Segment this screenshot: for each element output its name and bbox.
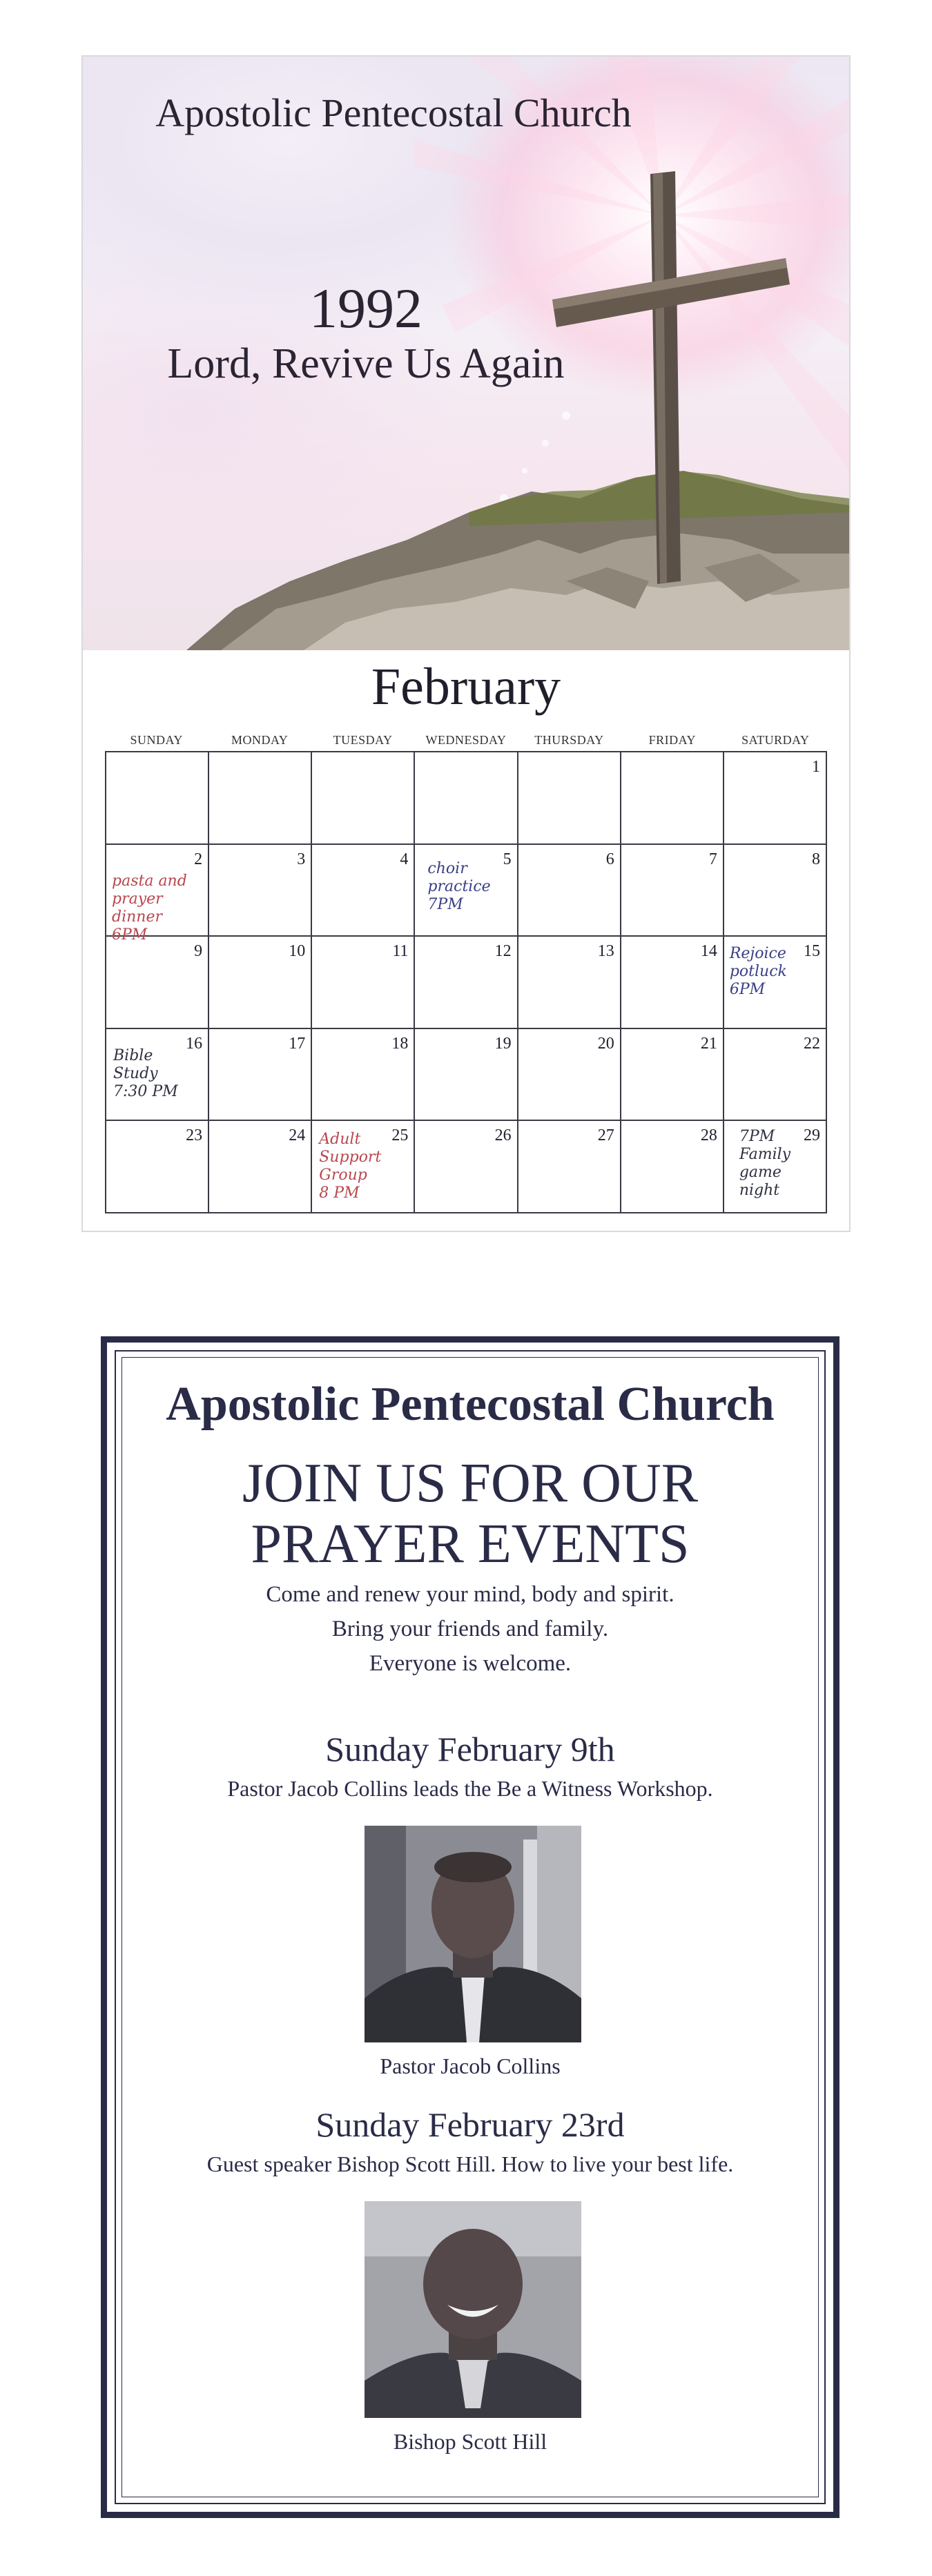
day-number: 13 [597, 942, 614, 961]
prayer-events-flyer [101, 1336, 839, 2518]
day-number: 1 [811, 758, 820, 776]
bishop-portrait-image [365, 2201, 581, 2418]
weekday-label: MONDAY [231, 733, 289, 747]
weekday-label: WEDNESDAY [425, 733, 507, 747]
day-number: 8 [811, 850, 820, 868]
handwritten-note: 7PM Family game night [739, 1128, 791, 1200]
day-cell [518, 1029, 621, 1122]
day-cell [621, 752, 724, 845]
day-cell [209, 1029, 312, 1122]
weekday-label: TUESDAY [333, 733, 393, 747]
calendar-hero-image [83, 57, 849, 650]
day-cell [209, 845, 312, 937]
handwritten-note: Adult Support Group 8 PM [319, 1131, 382, 1202]
day-number: 10 [289, 942, 306, 961]
flyer-intro [107, 1577, 833, 1681]
day-cell [415, 845, 518, 937]
day-number: 26 [494, 1126, 512, 1145]
day-cell [621, 937, 724, 1029]
event-description: Guest speaker Bishop Scott Hill. How to live your best life. [206, 2151, 734, 2176]
day-cell [312, 937, 415, 1029]
day-cell [415, 1029, 518, 1122]
day-cell [518, 1121, 621, 1213]
day-number: 18 [391, 1034, 409, 1053]
day-cell [724, 1121, 827, 1213]
event-description: Pastor Jacob Collins leads the Be a Witness Workshop. [227, 1776, 713, 1801]
pastor-photo [365, 1826, 581, 2042]
day-cell [106, 1029, 209, 1122]
day-cell [312, 845, 415, 937]
month-title: February [371, 658, 561, 716]
event-date: Sunday February 23rd [315, 2105, 625, 2144]
day-number: 3 [297, 850, 306, 868]
day-cell [621, 845, 724, 937]
day-cell [518, 937, 621, 1029]
day-number: 20 [597, 1034, 614, 1053]
day-cell [106, 752, 209, 845]
day-number: 11 [392, 942, 409, 961]
intro-line-2: Bring your friends and family. [331, 1617, 609, 1641]
day-number: 2 [194, 850, 203, 868]
event-caption: Bishop Scott Hill [393, 2429, 547, 2454]
day-cell [312, 1029, 415, 1122]
bishop-photo [365, 2201, 581, 2418]
weekday-label: FRIDAY [648, 733, 696, 747]
calendar-year: 1992 [309, 277, 423, 340]
day-number: 4 [400, 850, 409, 868]
day-cell [312, 752, 415, 845]
headline-line-1: JOIN US FOR OUR [242, 1453, 699, 1514]
weekday-label: THURSDAY [534, 733, 604, 747]
day-number: 16 [186, 1034, 203, 1053]
day-cell [724, 1029, 827, 1122]
day-cell [621, 1029, 724, 1122]
weekday-header [105, 733, 827, 750]
day-number: 28 [700, 1126, 717, 1145]
day-cell [106, 845, 209, 944]
handwritten-note: Rejoice potluck 6PM [729, 945, 787, 999]
intro-line-1: Come and renew your mind, body and spirit. [266, 1582, 674, 1607]
pastor-portrait-image [365, 1826, 581, 2042]
day-number: 22 [803, 1034, 820, 1053]
day-cell [209, 937, 312, 1029]
day-cell [518, 845, 621, 937]
weekday-label: SUNDAY [130, 733, 183, 747]
day-number: 14 [700, 942, 717, 961]
day-cell [621, 1121, 724, 1213]
flyer-headline [107, 1453, 833, 1574]
handwritten-note: pasta and prayer dinner 6PM [112, 872, 187, 944]
day-cell [106, 1121, 209, 1213]
event-date: Sunday February 9th [325, 1730, 615, 1768]
day-cell [724, 845, 827, 937]
day-cell [106, 937, 209, 1029]
day-number: 25 [391, 1126, 409, 1145]
day-number: 19 [494, 1034, 512, 1053]
day-cell [415, 1121, 518, 1213]
calendar-theme: Lord, Revive Us Again [167, 340, 565, 387]
day-cell [415, 937, 518, 1029]
day-cell [312, 1121, 415, 1213]
flyer-church-name: Apostolic Pentecostal Church [166, 1378, 775, 1431]
day-cell [518, 752, 621, 845]
handwritten-note: choir practice 7PM [427, 859, 491, 913]
day-number: 27 [597, 1126, 614, 1145]
day-number: 12 [494, 942, 512, 961]
day-number: 7 [708, 850, 717, 868]
day-cell [209, 1121, 312, 1213]
day-number: 15 [803, 942, 820, 961]
day-number: 17 [289, 1034, 306, 1053]
day-number: 9 [194, 942, 203, 961]
day-number: 24 [289, 1126, 306, 1145]
day-number: 5 [503, 850, 512, 868]
day-number: 6 [605, 850, 614, 868]
calendar-church-name: Apostolic Pentecostal Church [155, 90, 632, 135]
day-cell [415, 752, 518, 845]
day-number: 29 [803, 1126, 820, 1145]
event-caption: Pastor Jacob Collins [380, 2053, 561, 2078]
intro-line-3: Everyone is welcome. [369, 1651, 572, 1676]
day-cell [724, 937, 827, 1029]
calendar-page [81, 55, 851, 1232]
weekday-label: SATURDAY [741, 733, 810, 747]
day-number: 21 [700, 1034, 717, 1053]
day-cell [724, 752, 827, 845]
day-cell [209, 752, 312, 845]
headline-line-2: PRAYER EVENTS [251, 1514, 690, 1574]
day-number: 23 [186, 1126, 203, 1145]
calendar-grid [105, 751, 827, 1213]
handwritten-note: Bible Study 7:30 PM [113, 1046, 178, 1100]
